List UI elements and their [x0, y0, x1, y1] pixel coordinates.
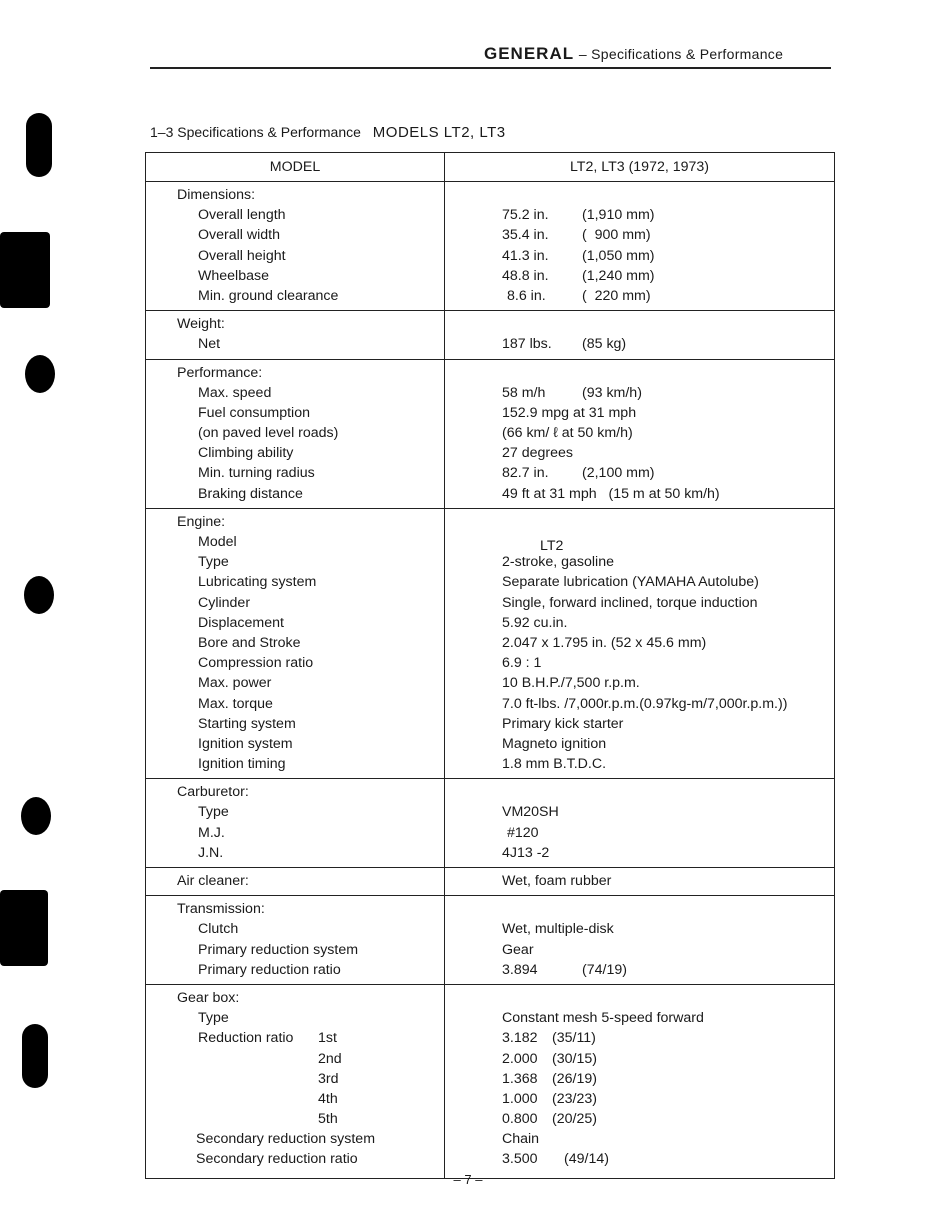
spec-label: Max. torque	[198, 695, 273, 712]
spec-value: VM20SH	[502, 804, 559, 821]
gear-label: 3rd	[318, 1070, 339, 1087]
spec-label: Primary reduction system	[198, 941, 359, 958]
group-air-cleaner	[146, 868, 835, 896]
header-title: GENERAL	[484, 44, 575, 63]
binder-hole	[21, 797, 51, 835]
header-model: MODEL	[146, 153, 445, 182]
spec-value: 49 ft at 31 mph	[502, 485, 597, 502]
spec-label: Max. speed	[198, 384, 272, 401]
group-title: Transmission:	[177, 901, 265, 918]
spec-value: 1.368	[502, 1070, 538, 1087]
spec-metric: (93 km/h)	[582, 384, 642, 401]
spec-label: Type	[198, 554, 229, 571]
header-subtitle: – Specifications & Performance	[578, 46, 784, 62]
spec-label: Starting system	[198, 715, 296, 732]
spec-label: Type	[198, 1010, 229, 1027]
spec-label: Model	[198, 534, 237, 550]
spec-value: 5.92 cu.in.	[502, 614, 568, 631]
header-rule	[150, 67, 831, 69]
spec-label: Net	[198, 336, 221, 353]
table-header-row	[146, 153, 835, 182]
spec-label: Braking distance	[198, 485, 303, 502]
spec-value: Wet, multiple-disk	[502, 921, 614, 938]
spec-metric: (15 m at 50 km/h)	[608, 485, 720, 502]
spec-label: Fuel consumption	[198, 404, 310, 421]
group-carburetor	[146, 779, 835, 868]
spec-value: 3.500	[502, 1151, 538, 1168]
binder-hole	[22, 1024, 48, 1088]
group-performance	[146, 359, 835, 508]
spec-value: 6.9 : 1	[502, 655, 542, 672]
gear-label: 2nd	[318, 1050, 342, 1067]
spec-value: 8.6 in.	[507, 287, 546, 304]
spec-ratio: (49/14)	[564, 1151, 609, 1168]
spec-metric: (1,050 mm)	[582, 247, 655, 264]
spec-value: 48.8 in.	[502, 267, 549, 284]
spec-value: 3.182	[502, 1030, 538, 1047]
spec-value: 27 degrees	[502, 445, 573, 462]
spec-ratio: (20/25)	[552, 1111, 597, 1128]
spec-value: 41.3 in.	[502, 247, 549, 264]
spec-value: 2-stroke, gasoline	[502, 554, 614, 571]
spec-table	[145, 152, 835, 1179]
spec-label: Clutch	[198, 921, 239, 938]
group-gear-box	[146, 984, 835, 1178]
spec-value: Wet, foam rubber	[502, 873, 612, 889]
binder-hole	[24, 576, 54, 614]
binder-hole	[26, 113, 52, 177]
spec-value: LT2	[540, 538, 564, 554]
spec-value: 35.4 in.	[502, 227, 549, 244]
spec-value: 75.2 in.	[502, 207, 549, 224]
spec-label: Min. turning radius	[198, 465, 315, 482]
page-number: – 7 –	[453, 1172, 483, 1187]
spec-value: 187 lbs.	[502, 336, 552, 353]
spec-ratio: (26/19)	[552, 1070, 597, 1087]
spec-label: Air cleaner:	[177, 873, 249, 889]
group-title: Weight:	[177, 316, 225, 333]
binder-hole	[25, 355, 55, 393]
spec-ratio: (74/19)	[582, 961, 627, 978]
spec-label: Secondary reduction ratio	[196, 1151, 358, 1168]
spec-value: Magneto ignition	[502, 735, 607, 752]
spec-ratio: (35/11)	[552, 1030, 596, 1047]
group-title: Gear box:	[177, 989, 240, 1006]
binder-hole	[0, 890, 48, 966]
spec-value: 4J13 -2	[502, 844, 550, 861]
group-title: Dimensions:	[177, 187, 256, 203]
spec-label: (on paved level roads)	[198, 425, 339, 442]
gear-label: 4th	[318, 1090, 338, 1107]
page-header	[484, 44, 783, 64]
spec-value: 3.894	[502, 961, 538, 978]
spec-value: Gear	[502, 941, 534, 958]
spec-label: Ignition system	[198, 735, 293, 752]
spec-label: J.N.	[198, 844, 224, 861]
spec-ratio: (23/23)	[552, 1090, 597, 1107]
spec-metric: ( 220 mm)	[582, 287, 651, 304]
group-weight	[146, 311, 835, 359]
spec-label: Displacement	[198, 614, 284, 631]
spec-value: 1.000	[502, 1090, 538, 1107]
spec-metric: (2,100 mm)	[582, 465, 655, 482]
spec-ratio: (30/15)	[552, 1050, 597, 1067]
spec-label: Wheelbase	[198, 267, 269, 284]
spec-label: Type	[198, 804, 229, 821]
spec-value: (66 km/ ℓ at 50 km/h)	[502, 425, 633, 442]
group-transmission	[146, 896, 835, 985]
spec-metric: (1,910 mm)	[582, 207, 655, 224]
section-title	[150, 124, 506, 141]
spec-label: Lubricating system	[198, 574, 317, 591]
gear-label: 5th	[318, 1111, 338, 1128]
spec-value: 152.9 mpg at 31 mph	[502, 404, 637, 421]
spec-value: Primary kick starter	[502, 715, 624, 732]
spec-label: Overall length	[198, 207, 286, 224]
spec-label: Max. power	[198, 675, 272, 692]
spec-value: #120	[507, 824, 539, 841]
spec-label: Reduction ratio	[198, 1030, 294, 1047]
spec-label: Overall width	[198, 227, 281, 244]
section-title-text: 1–3 Specifications & Performance	[150, 124, 361, 140]
binder-hole	[0, 232, 50, 308]
group-title: Performance:	[177, 364, 263, 381]
spec-label: Secondary reduction system	[196, 1131, 376, 1148]
spec-value: 10 B.H.P./7,500 r.p.m.	[502, 675, 640, 692]
spec-label: Bore and Stroke	[198, 634, 301, 651]
group-engine	[146, 508, 835, 778]
spec-label: M.J.	[198, 824, 225, 841]
spec-metric: (1,240 mm)	[582, 267, 655, 284]
spec-label: Overall height	[198, 247, 286, 264]
spec-value: 2.000	[502, 1050, 538, 1067]
spec-value: 82.7 in.	[502, 465, 549, 482]
spec-metric: (85 kg)	[582, 336, 627, 353]
spec-metric: ( 900 mm)	[582, 227, 651, 244]
spec-value: 0.800	[502, 1111, 538, 1128]
spec-label: Climbing ability	[198, 445, 294, 462]
group-title: Engine:	[177, 513, 226, 530]
spec-label: Compression ratio	[198, 655, 314, 672]
spec-label: Min. ground clearance	[198, 287, 339, 304]
gear-label: 1st	[318, 1030, 337, 1047]
spec-value: Single, forward inclined, torque induction	[502, 594, 758, 611]
spec-label: Cylinder	[198, 594, 251, 611]
spec-value: Separate lubrication (YAMAHA Autolube)	[502, 574, 759, 591]
spec-value: 58 m/h	[502, 384, 546, 401]
section-models: MODELS LT2, LT3	[372, 124, 506, 141]
header-model-years: LT2, LT3 (1972, 1973)	[445, 153, 835, 182]
spec-value: 7.0 ft-lbs. /7,000r.p.m.(0.97kg-m/7,000r.p.m.))	[502, 695, 788, 712]
spec-value: 1.8 mm B.T.D.C.	[502, 756, 607, 773]
group-dimensions	[146, 182, 835, 311]
spec-label: Primary reduction ratio	[198, 961, 341, 978]
spec-value: Chain	[502, 1131, 540, 1148]
spec-value: Constant mesh 5-speed forward	[502, 1010, 704, 1027]
spec-value: 2.047 x 1.795 in. (52 x 45.6 mm)	[502, 634, 707, 651]
spec-label: Ignition timing	[198, 756, 286, 773]
group-title: Carburetor:	[177, 784, 249, 801]
